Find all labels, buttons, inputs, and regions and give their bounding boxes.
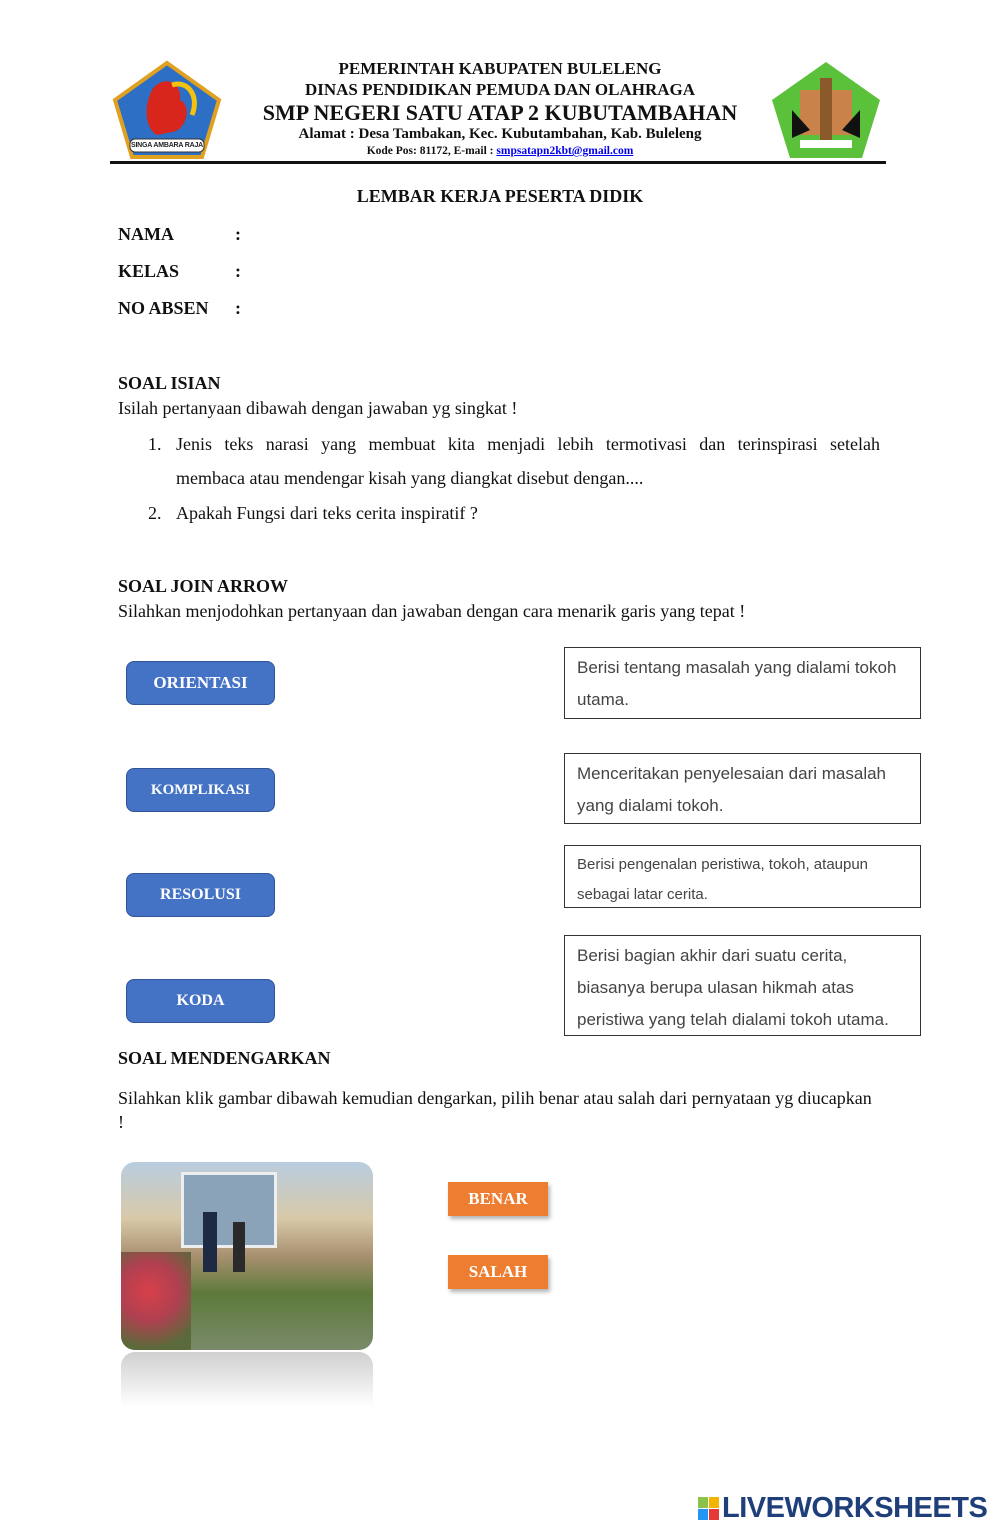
true-button[interactable]: BENAR xyxy=(448,1182,548,1216)
live-blocks-icon xyxy=(698,1497,720,1521)
worksheet-title: LEMBAR KERJA PESERTA DIDIK xyxy=(356,186,644,206)
listen-instruction: Silahkan klik gambar dibawah kemudian dengarkan, pilih benar atau salah dari pernyataan yg diucapkan ! xyxy=(118,1088,872,1132)
match-orientasi[interactable]: ORIENTASI xyxy=(126,661,275,705)
brand-name: LIVEWORKSHEETS xyxy=(722,1492,988,1524)
q2-text: Apakah Fungsi dari teks cerita inspiratif ? xyxy=(176,503,478,523)
header-divider xyxy=(110,161,886,164)
q2-number: 2. xyxy=(148,503,162,523)
answer-box-4[interactable]: Berisi bagian akhir dari suatu cerita, biasanya berupa ulasan hikmah atas peristiwa yang telah dialami tokoh utama. xyxy=(564,935,921,1036)
header-line1: PEMERINTAH KABUPATEN BULELENG xyxy=(338,59,662,78)
name-colon: : xyxy=(235,224,241,244)
photo-window xyxy=(181,1172,277,1248)
match-komplikasi[interactable]: KOMPLIKASI xyxy=(126,768,275,812)
absen-label: NO ABSEN xyxy=(118,298,209,318)
isian-instruction: Isilah pertanyaan dibawah dengan jawaban yg singkat ! xyxy=(118,398,518,418)
school-address: Alamat : Desa Tambakan, Kec. Kubutambahan, Kab. Buleleng xyxy=(298,126,702,142)
photo-person xyxy=(233,1222,245,1272)
join-heading: SOAL JOIN ARROW xyxy=(118,576,289,596)
match-koda[interactable]: KODA xyxy=(126,979,275,1023)
photo-plant xyxy=(121,1252,191,1350)
postal-line xyxy=(240,145,760,157)
q1-line1: Jenis teks narasi yang membuat kita menjadi lebih termotivasi dan terinspirasi setelah xyxy=(176,434,880,454)
false-button[interactable]: SALAH xyxy=(448,1255,548,1289)
header-line2: DINAS PENDIDIKAN PEMUDA DAN OLAHRAGA xyxy=(304,80,696,99)
class-label: KELAS xyxy=(118,261,180,281)
match-resolusi[interactable]: RESOLUSI xyxy=(126,873,275,917)
postal-text: Kode Pos: 81172, E-mail : xyxy=(366,145,497,157)
photo-reflection xyxy=(121,1352,373,1407)
answer-box-3[interactable]: Berisi pengenalan peristiwa, tokoh, ataupun sebagai latar cerita. xyxy=(564,845,921,908)
listen-heading: SOAL MENDENGARKAN xyxy=(118,1048,331,1068)
school-logo xyxy=(770,60,882,160)
absen-colon: : xyxy=(235,298,241,318)
q1-line2: membaca atau mendengar kisah yang diangkat disebut dengan.... xyxy=(176,468,644,488)
photo-person xyxy=(203,1212,217,1272)
name-label: NAMA xyxy=(118,224,174,244)
answer-box-2[interactable]: Menceritakan penyelesaian dari masalah yang dialami tokoh. xyxy=(564,753,921,824)
join-instruction: Silahkan menjodohkan pertanyaan dan jawaban dengan cara menarik garis yang tepat ! xyxy=(118,601,746,621)
liveworksheets-logo xyxy=(698,1492,987,1524)
email-link[interactable]: smpsatapn2kbt@gmail.com xyxy=(496,145,634,157)
class-colon: : xyxy=(235,261,241,281)
audio-photo[interactable] xyxy=(121,1162,373,1350)
q1-number: 1. xyxy=(148,434,162,454)
regency-logo-motto: SINGA AMBARA RAJA xyxy=(130,142,204,149)
school-name: SMP NEGERI SATU ATAP 2 KUBUTAMBAHAN xyxy=(262,100,738,125)
isian-heading: SOAL ISIAN xyxy=(118,373,221,393)
answer-box-1[interactable]: Berisi tentang masalah yang dialami tokoh utama. xyxy=(564,647,921,719)
